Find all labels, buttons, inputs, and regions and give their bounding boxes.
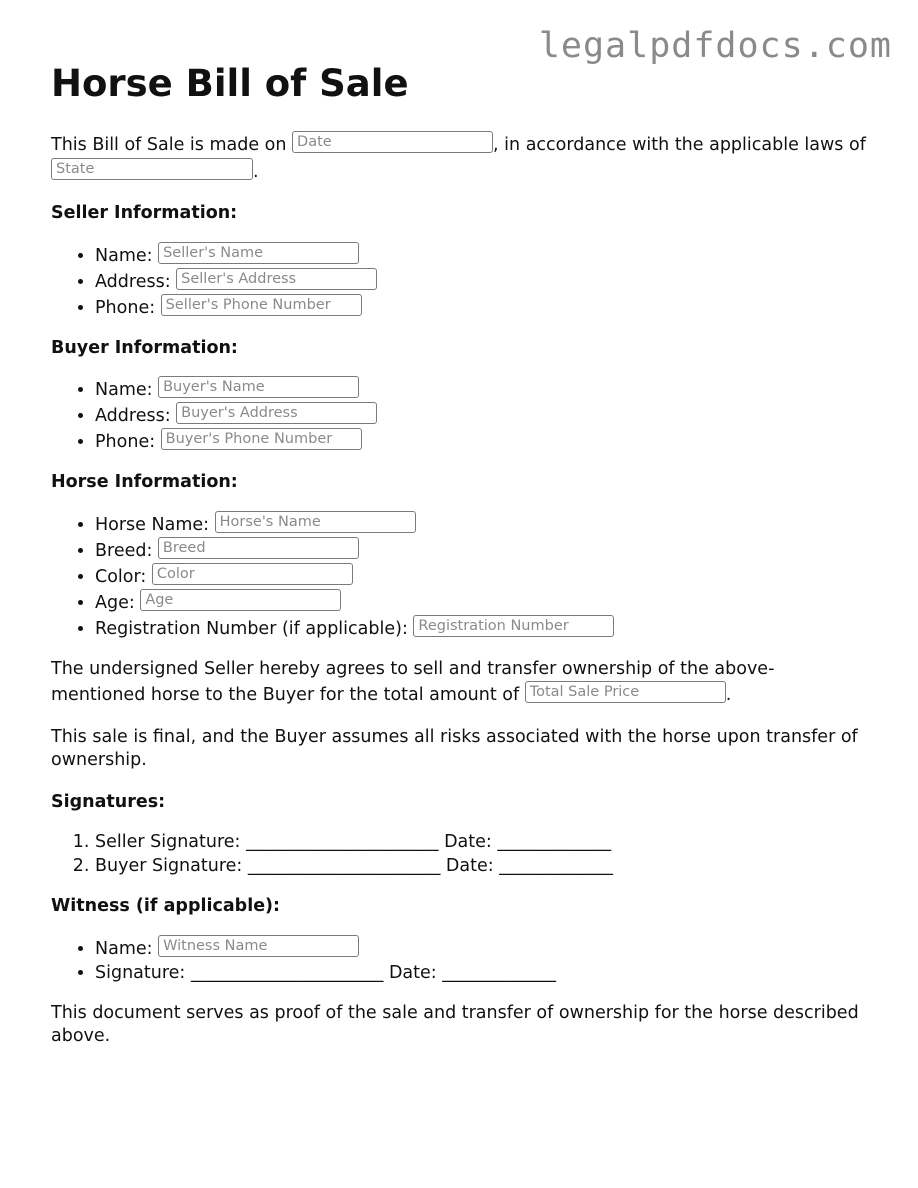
buyer-name-field[interactable]: Buyer's Name (158, 376, 359, 398)
seller-heading: Seller Information: (51, 203, 238, 223)
seller-list (51, 242, 867, 320)
buyer-list (51, 376, 867, 454)
list-item (95, 242, 867, 268)
witness-heading: Witness (if applicable): (51, 896, 281, 916)
seller-address-label: Address: (95, 271, 177, 292)
list-item (95, 294, 867, 320)
buyer-phone-field[interactable]: Buyer's Phone Number (161, 428, 362, 450)
list-item (95, 537, 867, 563)
brand-watermark: legalpdfdocs.com (538, 26, 892, 66)
buyer-address-field[interactable]: Buyer's Address (176, 402, 377, 424)
final-paragraph: This sale is final, and the Buyer assumes all risks associated with the horse upon transfer of ownership. (51, 726, 858, 770)
list-item (95, 511, 867, 537)
witness-name-field[interactable]: Witness Name (158, 935, 359, 957)
list-item (95, 376, 867, 402)
horse-name-field[interactable]: Horse's Name (215, 511, 416, 533)
intro-text-3: . (253, 161, 259, 182)
list-item (95, 615, 867, 641)
breed-field[interactable]: Breed (158, 537, 359, 559)
registration-label: Registration Number (if applicable): (95, 618, 414, 639)
agreement-paragraph (51, 658, 867, 708)
list-item (95, 935, 867, 961)
document-title: Horse Bill of Sale (51, 62, 409, 105)
horse-heading: Horse Information: (51, 472, 238, 492)
age-label: Age: (95, 592, 141, 613)
buyer-name-label: Name: (95, 380, 159, 400)
intro-text-1: This Bill of Sale is made on (51, 135, 293, 155)
age-field[interactable]: Age (140, 589, 341, 611)
buyer-heading: Buyer Information: (51, 337, 238, 358)
seller-phone-label: Phone: (95, 297, 161, 318)
agreement-text: The undersigned Seller hereby agrees to sell and transfer ownership of the above-mentioned horse to the Buyer for the total amount of (51, 658, 775, 705)
date-field[interactable]: Date (292, 131, 493, 153)
buyer-signature-line: 2. Buyer Signature: ______________________ Date: _____________ (95, 854, 867, 878)
color-label: Color: (95, 566, 152, 587)
horse-list (51, 511, 867, 641)
witness-signature-line: • Signature: ______________________ Date: _____________ (95, 961, 867, 985)
registration-number-field[interactable]: Registration Number (413, 615, 614, 637)
list-item (95, 589, 867, 615)
document-body (51, 131, 867, 1049)
horse-name-label: Horse Name: (95, 514, 215, 535)
list-item (95, 402, 867, 428)
signatures-heading: Signatures: (51, 791, 166, 812)
intro-text-2: , in accordance with the applicable laws of (493, 135, 866, 155)
list-item (95, 268, 867, 294)
state-field[interactable]: State (51, 158, 253, 180)
witness-list (51, 935, 867, 985)
color-field[interactable]: Color (152, 563, 353, 585)
seller-name-field[interactable]: Seller's Name (158, 242, 359, 264)
seller-address-field[interactable]: Seller's Address (176, 268, 377, 290)
agreement-end: . (725, 685, 732, 705)
seller-name-label: Name: (95, 245, 159, 266)
intro-paragraph (51, 131, 867, 184)
buyer-phone-label: Phone: (95, 432, 161, 452)
list-item (95, 428, 867, 454)
signatures-list (51, 830, 867, 878)
closing-paragraph: This document serves as proof of the sale and transfer of ownership for the horse described above. (51, 1002, 859, 1046)
seller-signature-line: 1. Seller Signature: ______________________ Date: _____________ (95, 830, 867, 854)
buyer-address-label: Address: (95, 406, 177, 426)
breed-label: Breed: (95, 540, 158, 561)
total-sale-price-field[interactable]: Total Sale Price (525, 681, 726, 703)
seller-phone-field[interactable]: Seller's Phone Number (161, 294, 362, 316)
witness-name-label: Name: (95, 938, 159, 959)
list-item (95, 563, 867, 589)
